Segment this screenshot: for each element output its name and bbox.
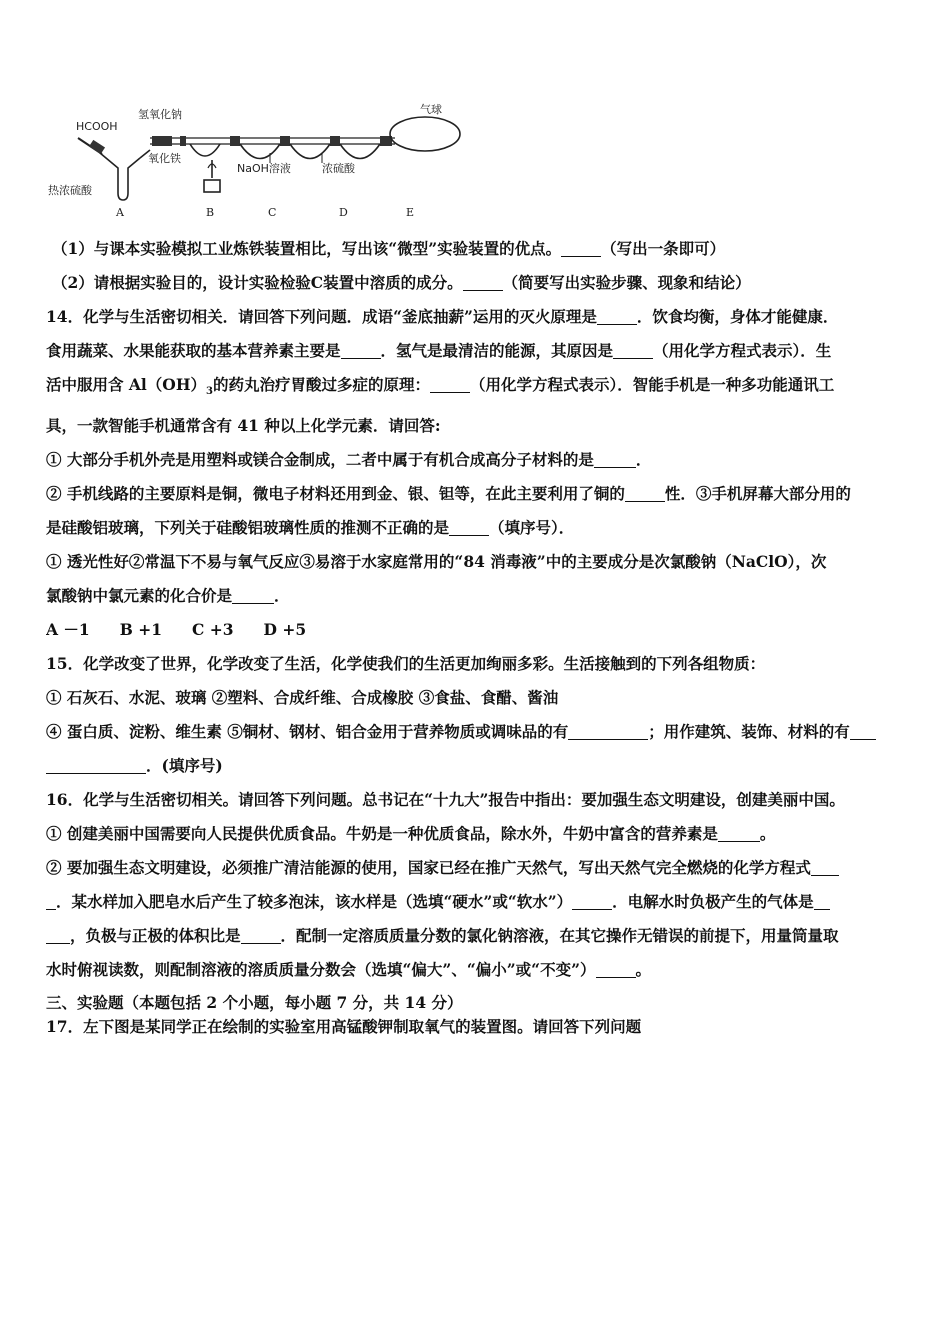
naoh-solution-label: NaOH溶液 [237, 162, 291, 175]
q14-line5: ① 大部分手机外壳是用塑料或镁合金制成，二者中属于有机合成高分子材料的是 ． [46, 450, 652, 469]
iron-oxide-label: 氧化铁 [148, 152, 181, 165]
label-e: E [406, 206, 415, 219]
apparatus-figure [40, 98, 470, 228]
q16-line6: 水时俯视读数，则配制溶液的溶质质量分数会（选填“偏大”、“偏小”或“不变”） 。 [46, 960, 652, 979]
q15-line3: ④ 蛋白质、淀粉、维生素 ⑤铜材、钢材、铝合金用于营养物质或调味品的有 ；用作建筑、装饰、材料的有 [46, 715, 912, 749]
q14-line3: 活中服用含 $Al(OH)_3$的药丸治疗胃酸过多症的原理： （用化学方程式表示）．智能手机是一种多功能通讯工 [46, 375, 835, 397]
label-b: B [206, 206, 215, 219]
option-a: A －1 [46, 620, 90, 639]
q14-line8: ① 透光性好②常温下不易与氧气反应③易溶于水家庭常用的“84 消毒液”中的主要成分是次氯酸钠（NaClO），次 [46, 552, 827, 571]
q14-line1: 14．化学与生活密切相关．请回答下列问题．成语“釜底抽薪”运用的灭火原理是 ．饮食均衡，身体才能健康． [46, 307, 839, 326]
balloon-label: 气球 [420, 103, 442, 116]
q16-line1: 16．化学与生活密切相关。请回答下列问题。总书记在“十九大”报告中指出：要加强生态文明建设，创建美丽中国。 [46, 790, 845, 809]
option-c: C +3 [192, 620, 234, 639]
na-hydroxide-label: 氢氧化钠 [138, 108, 182, 121]
q14-line9: 氯酸钠中氯元素的化合价是 ． [46, 586, 290, 605]
label-d: D [339, 206, 348, 219]
label-c: C [268, 206, 277, 219]
q13-part2: （2）请根据实验目的，设计实验检验C装置中溶质的成分。 （简要写出实验步骤、现象和结论） [52, 273, 751, 292]
q13-part1: （1）与课本实验模拟工业炼铁装置相比，写出该“微型”实验装置的优点。 （写出一条即可） [52, 239, 726, 258]
q16-line4: ．某水样加入肥皂水后产生了较多泡沫，该水样是（选填“硬水”或“软水”） ．电解水时负极产生的气体是 [46, 885, 912, 919]
q14-options [46, 613, 912, 647]
question-text [46, 232, 912, 1039]
q16-line5: ，负极与正极的体积比是 ．配制一定溶质质量分数的氯化钠溶液，在其它操作无错误的前提下，用量筒量取 [46, 919, 912, 953]
q14-line7: 是硅酸铝玻璃，下列关于硅酸铝玻璃性质的推测不正确的是 （填序号）． [46, 518, 575, 537]
hot-acid-label: 热浓硫酸 [48, 184, 92, 197]
conc-acid-label: 浓硫酸 [322, 162, 355, 175]
q16-line3: ② 要加强生态文明建设，必须推广清洁能源的使用，国家已经在推广天然气，写出天然气完全燃烧的化学方程式 [46, 851, 912, 885]
option-d: D +5 [263, 620, 307, 639]
label-a: A [116, 206, 124, 219]
option-b: B +1 [119, 620, 162, 639]
q14-line2: 食用蔬菜、水果能获取的基本营养素主要是 ．氢气是最清洁的能源，其原因是 （用化学方程式表示）．生 [46, 341, 832, 360]
q16-line2: ① 创建美丽中国需要向人民提供优质食品。牛奶是一种优质食品，除水外，牛奶中富含的营养素是 。 [46, 824, 776, 843]
q15-line4: ．(填序号) [46, 749, 912, 783]
hcooh-label: HCOOH [76, 120, 118, 133]
section3-heading: 三、实验题（本题包括 2 个小题，每小题 7 分，共 14 分） [46, 993, 463, 1012]
apparatus-diagram [40, 98, 470, 228]
q15-line2: ① 石灰石、水泥、玻璃 ②塑料、合成纤维、合成橡胶 ③食盐、食醋、酱油 [46, 688, 559, 707]
q14-line6: ② 手机线路的主要原料是铜，微电子材料还用到金、银、钽等，在此主要利用了铜的 性．③手机屏幕大部分用的 [46, 484, 851, 503]
q17-line1: 17．左下图是某同学正在绘制的实验室用高锰酸钾制取氧气的装置图。请回答下列问题 [46, 1017, 642, 1036]
q15-line1: 15．化学改变了世界，化学改变了生活，化学使我们的生活更加绚丽多彩。生活接触到的下列各组物质： [46, 654, 766, 673]
q14-line4: 具，一款智能手机通常含有 41 种以上化学元素．请回答: [46, 416, 441, 435]
